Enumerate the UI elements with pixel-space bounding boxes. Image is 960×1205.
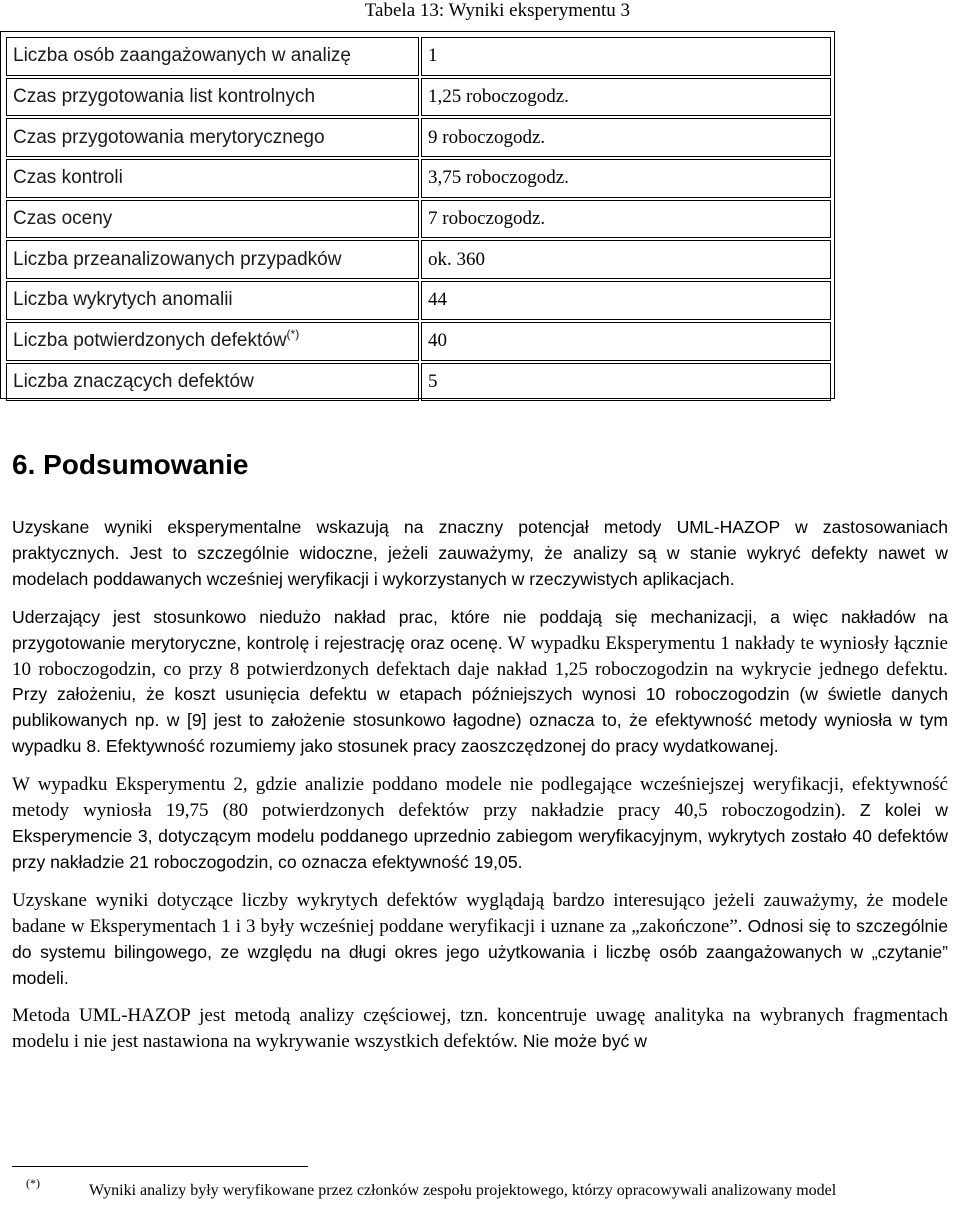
footnote-text: Wyniki analizy były weryfikowane przez członków zespołu projektowego, którzy opracowywali analizowany model (89, 1182, 837, 1199)
paragraph-sentence: Uderzający jest stosunkowo niedużo nakład prac, które nie poddają się mechanizacji, a więc nakładów na przygotowanie merytoryczne, kontrolę i rejestrację oraz ocenę. (12, 606, 948, 653)
row-label: Czas kontroli (6, 159, 419, 198)
row-value: ok. 360 (421, 240, 831, 279)
row-value: 3,75 roboczogodz. (421, 159, 831, 198)
footnote-divider (12, 1166, 308, 1167)
table-row (6, 78, 831, 117)
paragraph-sentence: Uzyskane wyniki dotyczące liczby wykrytych defektów wyglądają bardzo interesująco jeżeli zauważymy, że modele badane w Eksperymentach 1 i 3 były wcześniej poddane weryfikacji i uznane za „zakończone”. (12, 889, 948, 937)
row-label: Liczba znaczących defektów (6, 363, 419, 402)
paragraph (12, 888, 948, 992)
section-heading: 6. Podsumowanie (12, 449, 249, 480)
row-label: Liczba osób zaangażowanych w analizę (6, 37, 419, 76)
row-label (6, 322, 419, 361)
paragraph-sentence: W wypadku Eksperymentu 1 nakłady te wyniosły łącznie 10 roboczogodzin, co przy 8 potwierdzonych defektach daje nakład 1,25 roboczogodzin na wykrycie jednego defektu. (12, 632, 948, 680)
paragraph-sentence: Z kolei w Eksperymencie 3, dotyczącym modelu poddanego uprzednio zabiegom weryfikacyjnym, wykrytych zostało 40 defektów przy nakładzie 21 roboczogodzin, co oznacza efektywność 19,05. (12, 800, 948, 872)
table-caption: Tabela 13: Wyniki eksperymentu 3 (364, 0, 630, 21)
results-table-frame (0, 31, 835, 399)
paragraph-sentence: Odnosi się to szczególnie do systemu bilingowego, ze względu na długi okres jego użytkowania i liczbę osób zaangażowanych w „czytanie” modeli. (12, 915, 948, 988)
row-value: 1,25 roboczogodz. (421, 78, 831, 117)
paragraph: Uzyskane wyniki eksperymentalne wskazują na znaczny potencjał metody UML-HAZOP w zastosowaniach praktycznych. Jest to szczególnie widoczne, jeżeli zauważymy, że analizy są w stanie wykryć defekty nawet w modelach poddawanych wcześniej weryfikacji i wykorzystanych w rzeczywistych aplikacjach. (12, 517, 948, 589)
paragraph-sentence: W wypadku Eksperymentu 2, gdzie analizie poddano modele nie podlegające wcześniejszej weryfikacji, efektywność metody wyniosła 19,75 (80 potwierdzonych defektów przy nakładzie pracy 40,5 roboczogodzin). (12, 774, 948, 822)
table-row (6, 37, 831, 76)
row-label: Czas przygotowania list kontrolnych (6, 78, 419, 117)
row-label-text: Liczba potwierdzonych defektów (13, 330, 287, 352)
table-row (6, 118, 831, 157)
table-row (6, 363, 831, 402)
footnote-mark: (*) (26, 1176, 40, 1190)
row-value: 44 (421, 281, 831, 320)
paragraph (12, 1003, 948, 1055)
row-value: 1 (421, 37, 831, 76)
row-value: 9 roboczogodz. (421, 118, 831, 157)
paragraph (12, 605, 948, 760)
results-table (4, 35, 833, 403)
row-label: Czas oceny (6, 200, 419, 239)
table-row (6, 322, 831, 361)
row-value: 7 roboczogodz. (421, 200, 831, 239)
table-row (6, 200, 831, 239)
table-row (6, 281, 831, 320)
table-row (6, 240, 831, 279)
paragraph-sentence: Metoda UML-HAZOP jest metodą analizy częściowej, tzn. koncentruje uwagę analityka na wybranych fragmentach modelu i nie jest nastawiona na wykrywanie wszystkich defektów. (12, 1005, 948, 1053)
paragraph (12, 772, 948, 876)
body-text (12, 515, 948, 1067)
row-value: 40 (421, 322, 831, 361)
row-label: Liczba wykrytych anomalii (6, 281, 419, 320)
footnote-reference: (*) (286, 327, 300, 342)
table-row (6, 159, 831, 198)
paragraph-sentence: Przy założeniu, że koszt usunięcia defektu w etapach późniejszych wynosi 10 roboczogodzin (w świetle danych publikowanych np. w [9] jest to założenie stosunkowo łagodne) oznacza to, że efektywność metody wyniosła w tym wypadku 8. Efektywność rozumiemy jako stosunek pracy zaoszczędzonej do pracy wydatkowanej. (12, 684, 948, 757)
row-value: 5 (421, 363, 831, 402)
row-label: Liczba przeanalizowanych przypadków (6, 240, 419, 279)
paragraph-sentence: Nie może być w (517, 1031, 647, 1052)
row-label: Czas przygotowania merytorycznego (6, 118, 419, 157)
